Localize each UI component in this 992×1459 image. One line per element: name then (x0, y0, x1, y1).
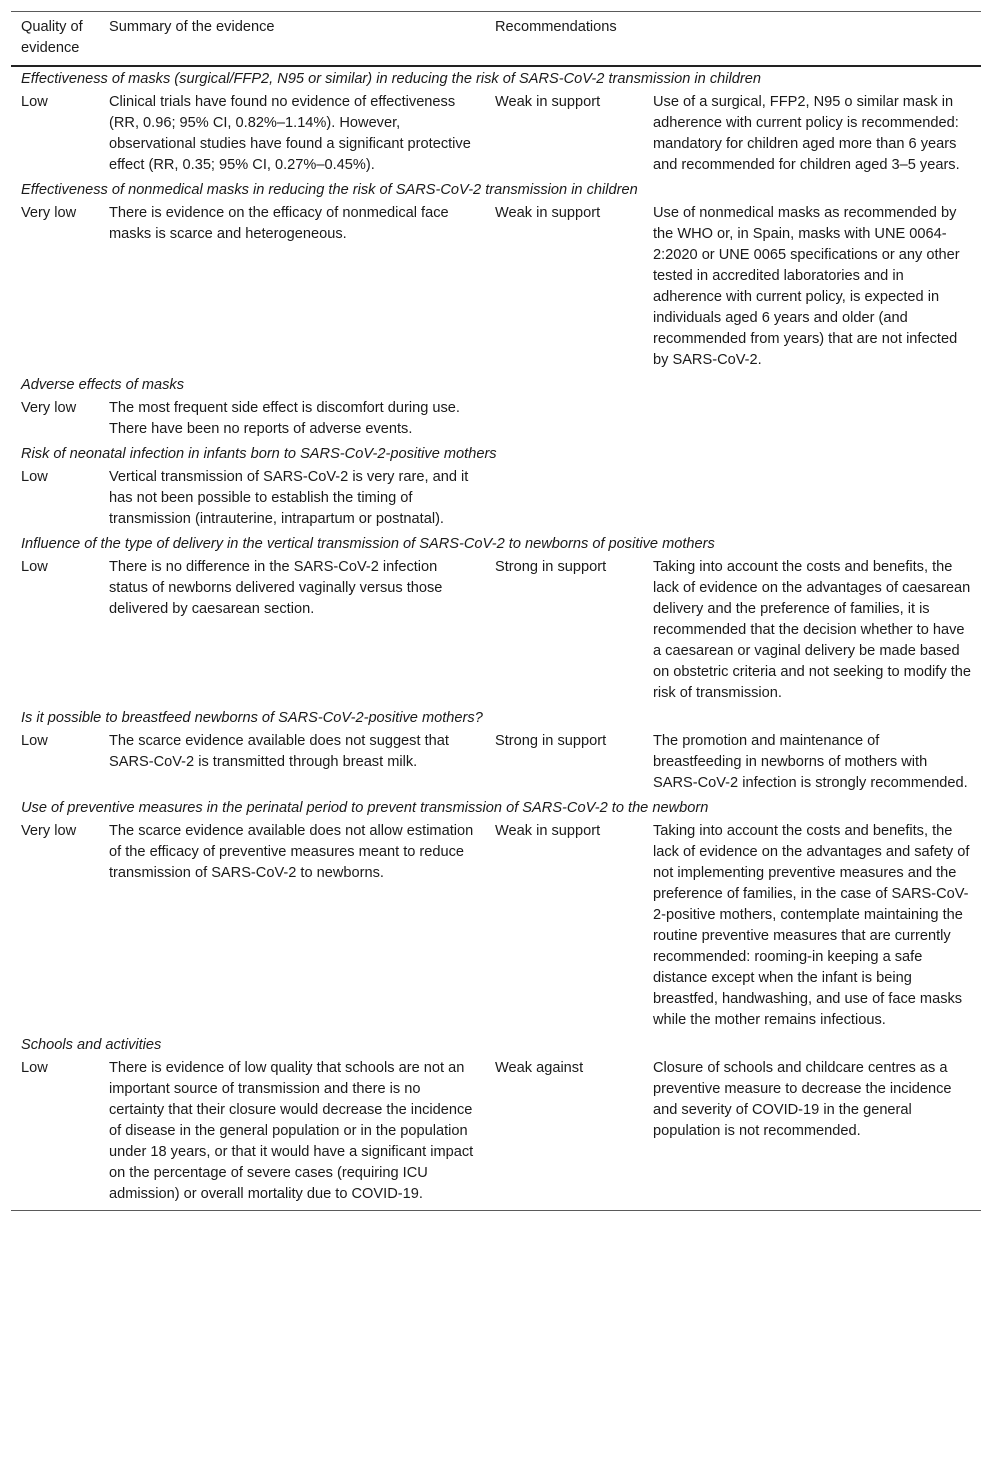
strength-cell: Weak against (485, 1057, 643, 1211)
recommendation-cell: Use of nonmedical masks as recommended by the WHO or, in Spain, masks with UNE 0064-2:2020 or UNE 0065 specifications or any other tested in accredited laboratories and in adherence with current policy, is expected in individuals aged 6 years and older (and recommended from years) that are not infected by SARS-CoV-2. (653, 205, 960, 368)
summary-cell: The scarce evidence available does not suggest that SARS-CoV-2 is transmitted through breast milk. (109, 733, 449, 770)
evidence-row (11, 556, 981, 706)
summary-cell: The scarce evidence available does not allow estimation of the efficacy of preventive measures meant to reduce transmission of SARS-CoV-2 to newborns. (109, 823, 474, 881)
evidence-table (11, 11, 981, 1211)
header-quality: Quality of evidence (11, 12, 99, 67)
table-body (11, 66, 981, 1211)
summary-cell: Clinical trials have found no evidence of effectiveness (RR, 0.96; 95% CI, 0.82%–1.14%). However, observational studies have found a significant protective effect (RR, 0.35; 95% CI, 0.27%–0.45%). (109, 94, 471, 173)
header-row (11, 12, 981, 67)
quality-cell: Low (21, 94, 48, 110)
recommendation-cell: Closure of schools and childcare centres as a preventive measure to decrease the incidence and severity of COVID-19 in the general population is not recommended. (643, 1057, 981, 1211)
section-title-row (11, 532, 981, 556)
section-title: Effectiveness of nonmedical masks in reducing the risk of SARS-CoV-2 transmission in children (21, 182, 638, 198)
strength-cell: Weak in support (495, 205, 601, 221)
strength-cell: Strong in support (495, 733, 607, 749)
evidence-row (11, 730, 981, 796)
recommendation-cell: Taking into account the costs and benefits, the lack of evidence on the advantages of caesarean delivery and the preference of families, it is recommended that the decision whether to have a caesarean or vaginal delivery be made based on obstetric criteria and not seeking to modify the risk of transmission. (653, 559, 971, 701)
section-title: Schools and activities (21, 1037, 162, 1053)
evidence-row (11, 466, 981, 532)
summary-cell: There is evidence of low quality that schools are not an important source of transmission and there is no certainty that their closure would decrease the incidence of disease in the general population or in the population under 18 years, or that it would have a significant impact on the percentage of severe cases (requiring ICU admission) or overall mortality due to COVID-19. (99, 1057, 485, 1211)
section-title-row (11, 66, 981, 91)
strength-cell: Strong in support (495, 559, 607, 575)
summary-cell: Vertical transmission of SARS-CoV-2 is very rare, and it has not been possible to establish the timing of transmission (intrauterine, intrapartum or postnatal). (109, 469, 469, 527)
recommendation-cell: The promotion and maintenance of breastfeeding in newborns of mothers with SARS-CoV-2 infection is strongly recommended. (653, 733, 968, 791)
section-title-row (11, 442, 981, 466)
section-title-row (11, 373, 981, 397)
strength-cell (485, 466, 643, 532)
evidence-row (11, 397, 981, 442)
strength-cell (485, 397, 643, 442)
recommendation-cell: Taking into account the costs and benefits, the lack of evidence on the advantages and safety of not implementing preventive measures and the preference of families, in the case of SARS-CoV-2-positive mothers, contemplate maintaining the routine preventive measures that are currently recommended: rooming-in keeping a safe distance except when the infant is being breastfed, handwashing, and use of face masks while the mother remains infectious. (653, 823, 970, 1028)
summary-cell: There is evidence on the efficacy of nonmedical face masks is scarce and heterogeneous. (109, 205, 449, 242)
section-title-row (11, 178, 981, 202)
quality-cell: Low (11, 1057, 99, 1211)
quality-cell: Low (21, 469, 48, 485)
quality-cell: Very low (21, 400, 77, 416)
section-title: Risk of neonatal infection in infants born to SARS-CoV-2-positive mothers (21, 446, 497, 462)
strength-cell: Weak in support (495, 94, 601, 110)
recommendation-cell: Use of a surgical, FFP2, N95 o similar mask in adherence with current policy is recommended: mandatory for children aged more than 6 years and recommended for children aged 3–5 years. (653, 94, 960, 173)
evidence-row (11, 1057, 981, 1211)
section-title: Effectiveness of masks (surgical/FFP2, N95 or similar) in reducing the risk of SARS-CoV-2 transmission in children (21, 71, 761, 87)
summary-cell: The most frequent side effect is discomfort during use. There have been no reports of adverse events. (109, 400, 460, 437)
section-title-row (11, 706, 981, 730)
header-recommendations: Recommendations (485, 12, 981, 67)
section-title: Is it possible to breastfeed newborns of SARS-CoV-2-positive mothers? (21, 710, 483, 726)
header-summary: Summary of the evidence (99, 12, 485, 67)
section-title: Use of preventive measures in the perinatal period to prevent transmission of SARS-CoV-2 to the newborn (21, 800, 709, 816)
section-title-row (11, 1033, 981, 1057)
recommendation-cell (643, 397, 981, 442)
evidence-row (11, 202, 981, 373)
strength-cell: Weak in support (495, 823, 601, 839)
section-title: Adverse effects of masks (21, 377, 185, 393)
quality-cell: Very low (21, 823, 77, 839)
quality-cell: Very low (21, 205, 77, 221)
evidence-row (11, 91, 981, 178)
recommendation-cell (643, 466, 981, 532)
summary-cell: There is no difference in the SARS-CoV-2 infection status of newborns delivered vaginally versus those delivered by caesarean section. (109, 559, 443, 617)
evidence-row (11, 820, 981, 1033)
section-title-row (11, 796, 981, 820)
section-title: Influence of the type of delivery in the vertical transmission of SARS-CoV-2 to newborns of positive mothers (21, 536, 715, 552)
quality-cell: Low (21, 559, 48, 575)
quality-cell: Low (21, 733, 48, 749)
